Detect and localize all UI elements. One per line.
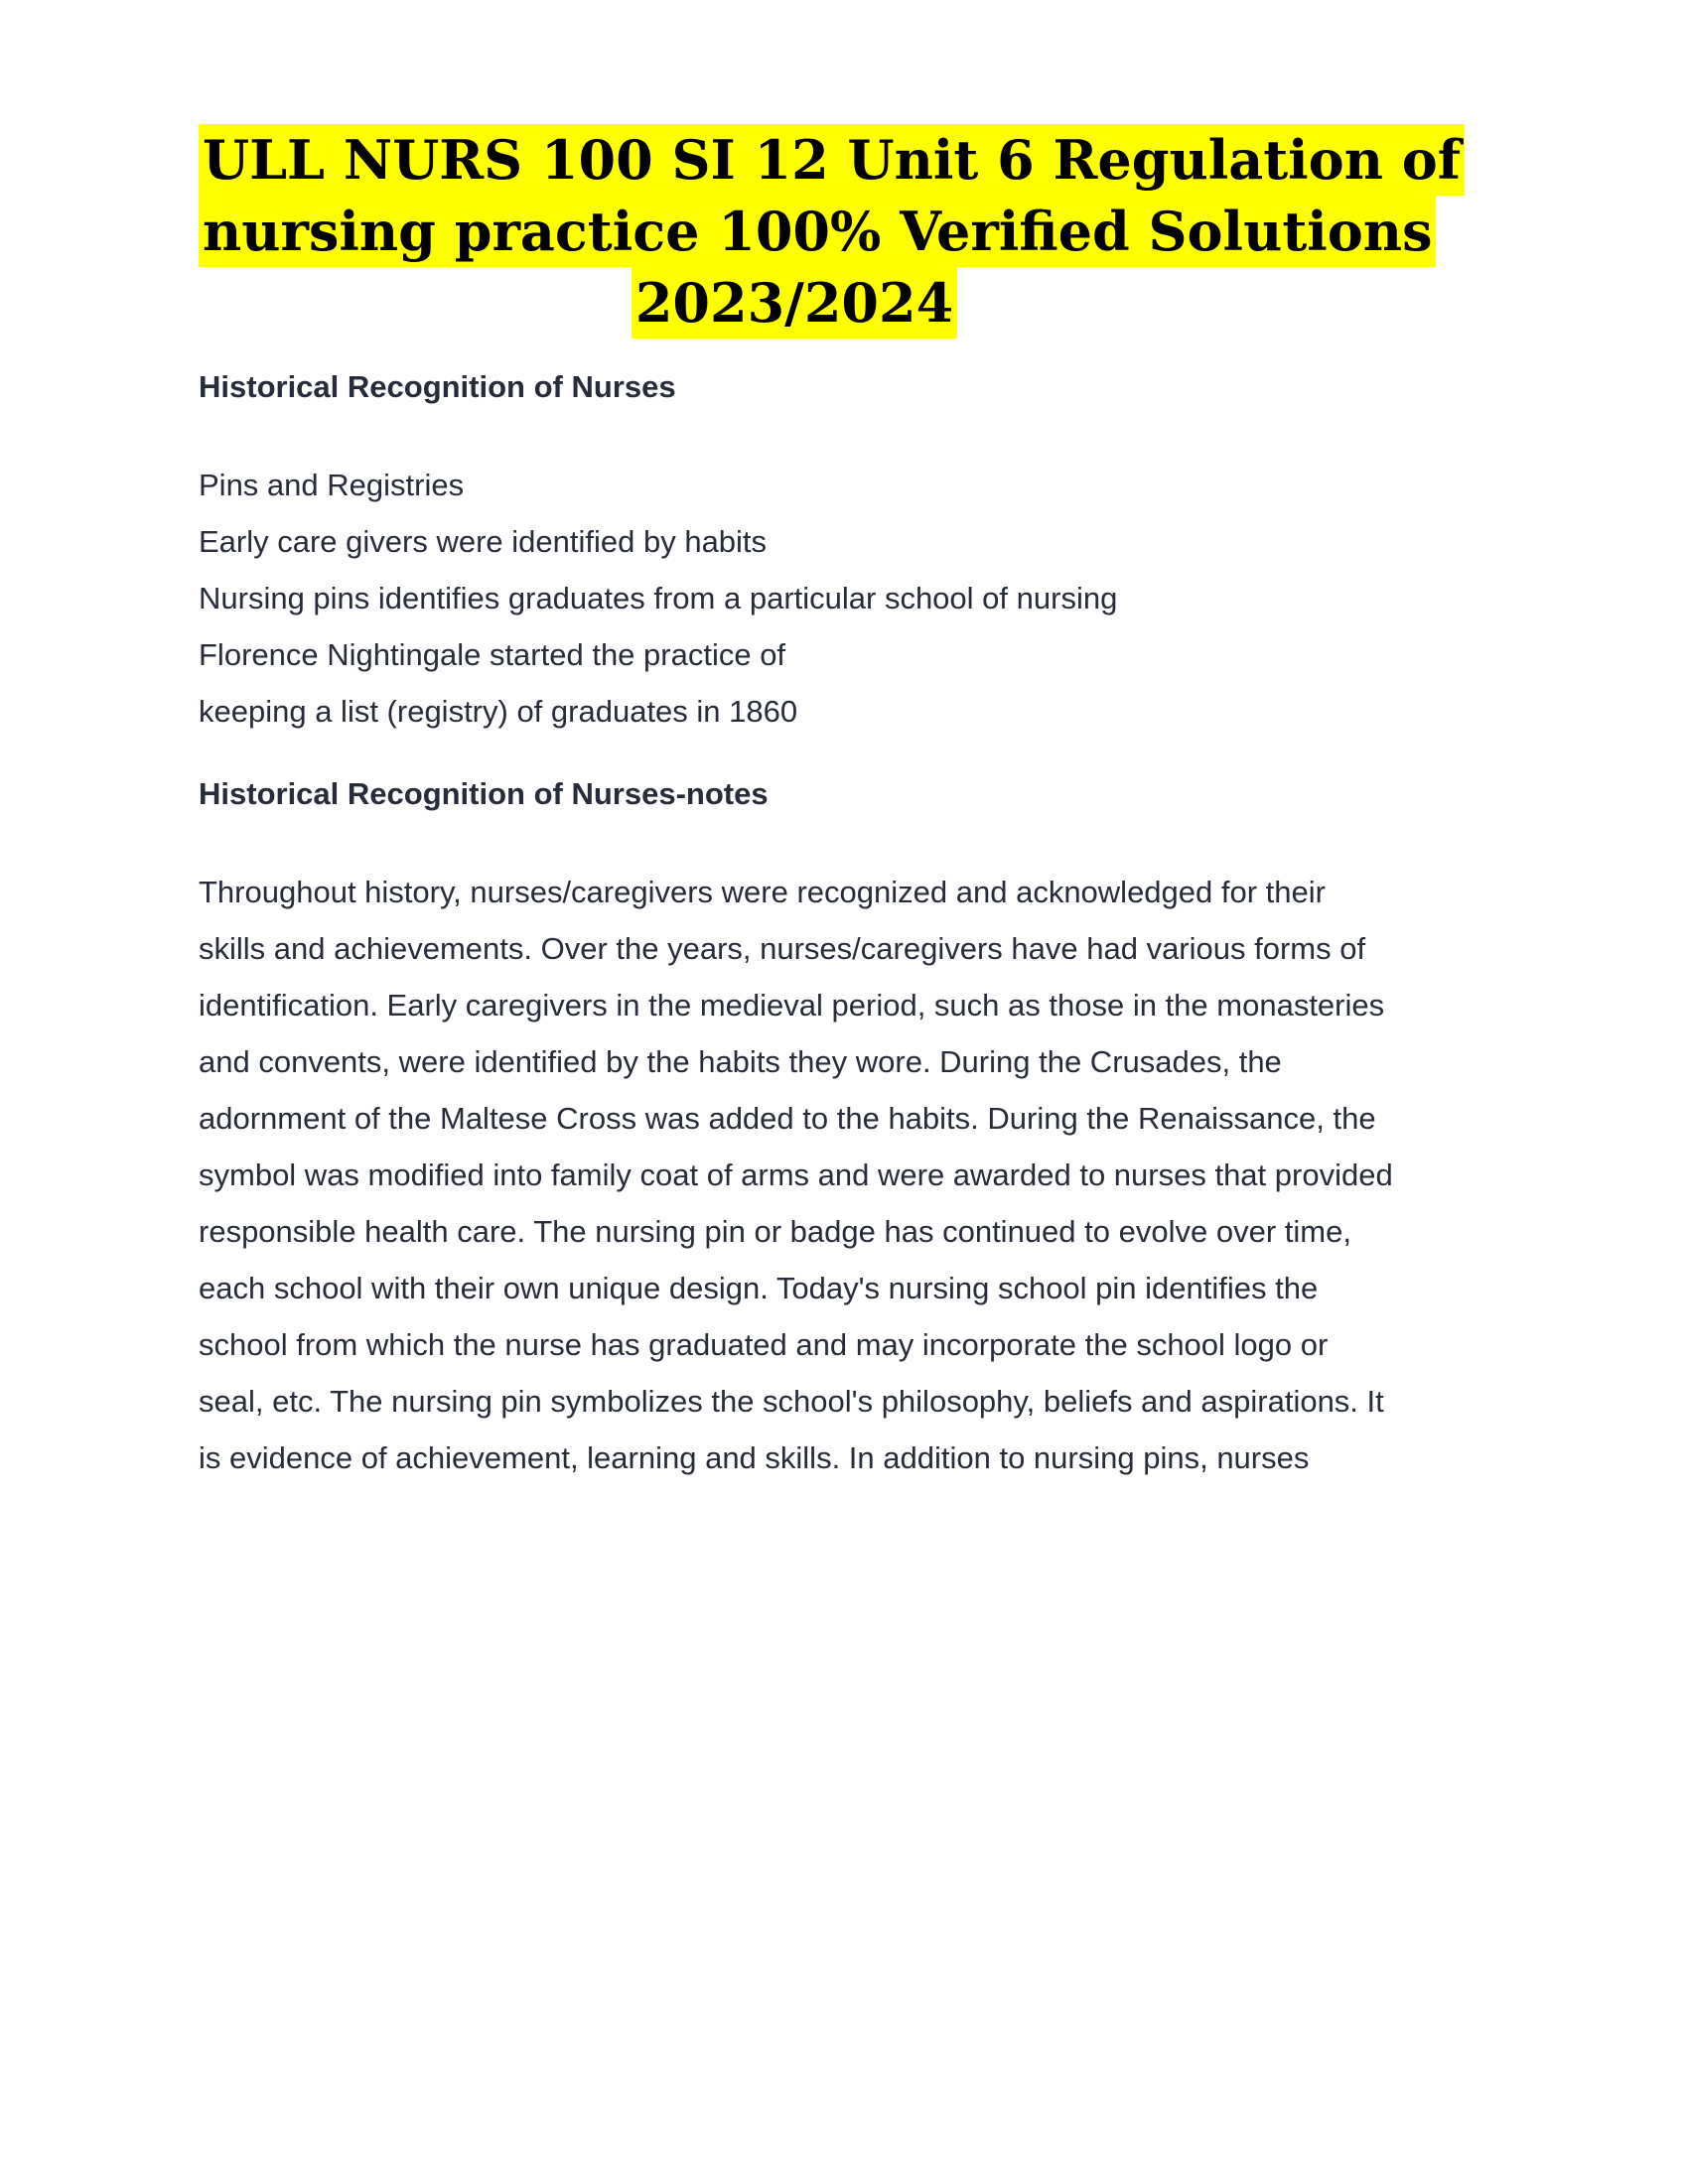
list-line: Florence Nightingale started the practice of [199,637,786,672]
paragraph-line: school from which the nurse has graduated and may incorporate the school logo or [199,1327,1329,1362]
paragraph-line: identification. Early caregivers in the medieval period, such as those in the monasteries [199,988,1385,1023]
pins-registries-list [199,457,1117,740]
list-line: Early care givers were identified by habits [199,524,768,559]
paragraph-line: responsible health care. The nursing pin or badge has continued to evolve over time, [199,1214,1351,1249]
paragraph-line: seal, etc. The nursing pin symbolizes the school's philosophy, beliefs and aspirations. It [199,1384,1384,1419]
paragraph-line: and convents, were identified by the habits they wore. During the Crusades, the [199,1044,1282,1079]
paragraph-line: Throughout history, nurses/caregivers were recognized and acknowledged for their [199,875,1326,909]
title-line: nursing practice 100% Verified Solutions [199,196,1436,267]
paragraph-line: is evidence of achievement, learning and skills. In addition to nursing pins, nurses [199,1440,1310,1475]
notes-paragraph [199,864,1499,1486]
list-line: Pins and Registries [199,468,465,502]
paragraph-line: each school with their own unique design. Today's nursing school pin identifies the [199,1271,1319,1305]
paragraph-line: skills and achievements. Over the years, nurses/caregivers have had various forms of [199,931,1366,966]
paragraph-line: symbol was modified into family coat of arms and were awarded to nurses that provided [199,1158,1393,1192]
title-line: 2023/2024 [632,267,957,339]
list-line: Nursing pins identifies graduates from a particular school of nursing [199,581,1118,615]
section-heading-historical-recognition-notes: Historical Recognition of Nurses-notes [199,776,769,811]
section-heading-historical-recognition: Historical Recognition of Nurses [199,369,676,404]
list-line: keeping a list (registry) of graduates in 1860 [199,694,798,729]
title-line: ULL NURS 100 SI 12 Unit 6 Regulation of [199,124,1465,196]
paragraph-line: adornment of the Maltese Cross was added to the habits. During the Renaissance, the [199,1101,1376,1136]
document-title [199,124,1461,339]
